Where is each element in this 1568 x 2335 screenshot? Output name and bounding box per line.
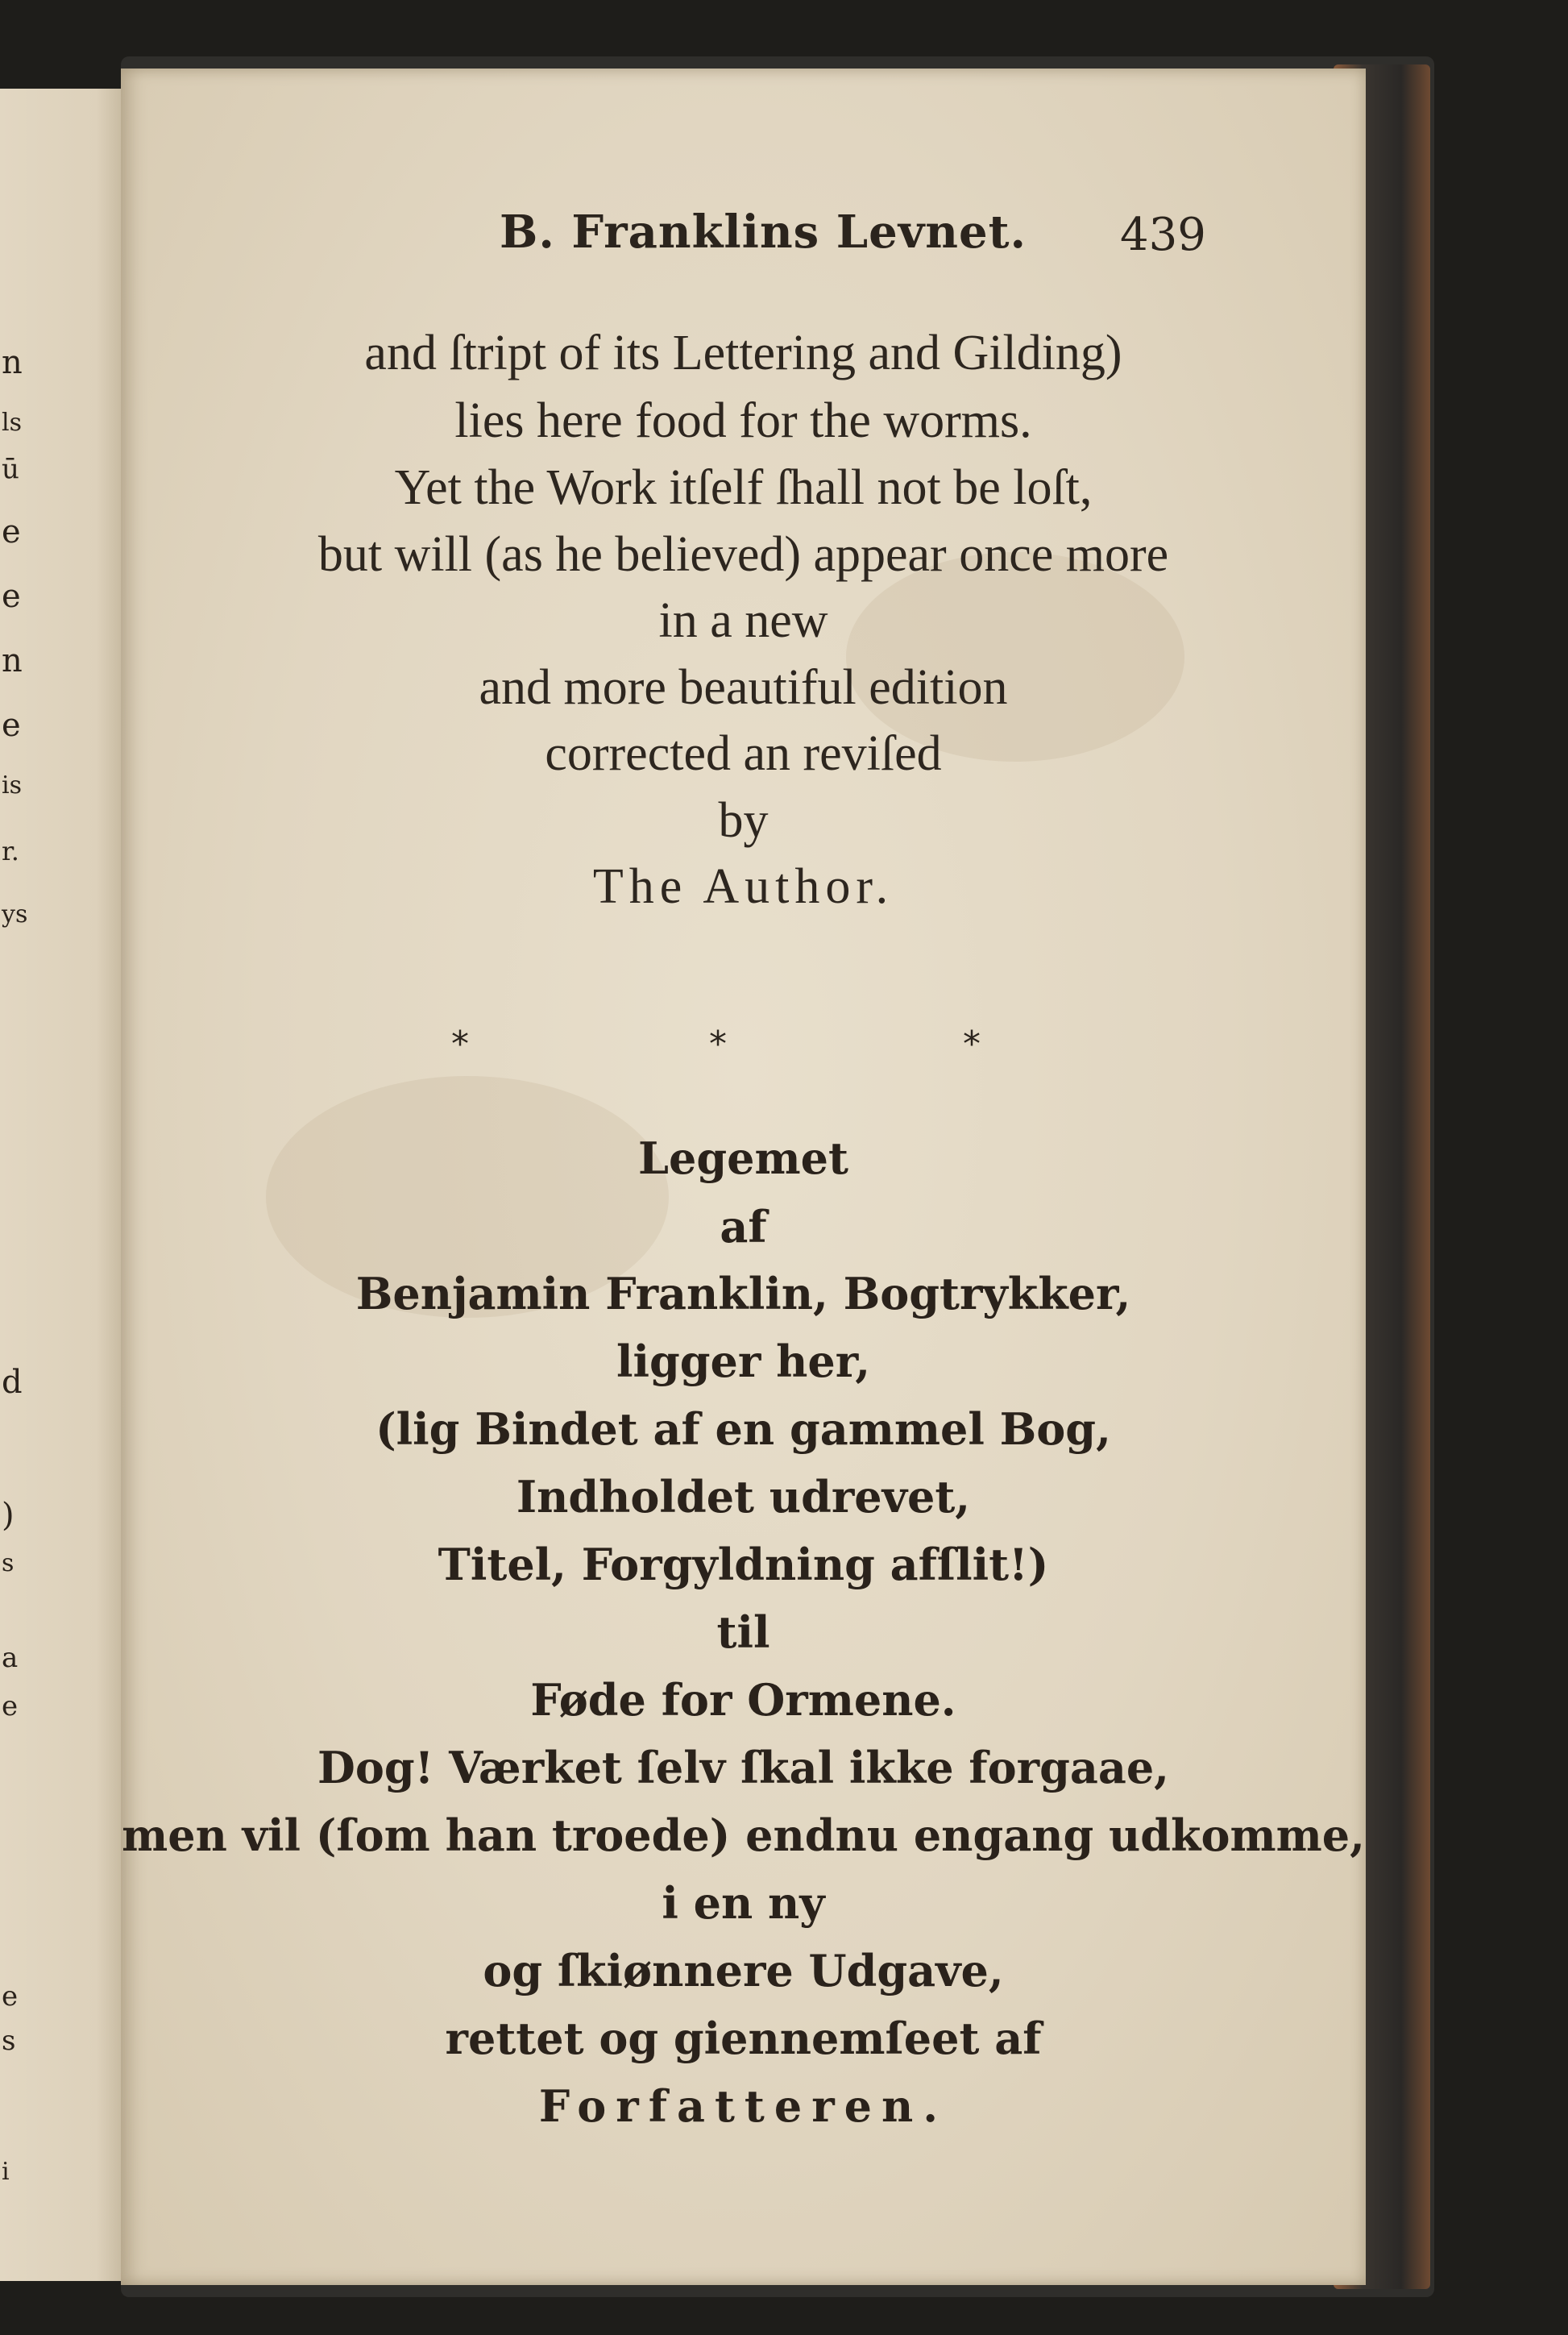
- asterisk: *: [709, 1024, 727, 1065]
- danish-epitaph-line: af: [720, 1201, 767, 1253]
- english-epitaph-line: but will (as he believed) appear once more: [317, 527, 1169, 582]
- danish-epitaph-line: Titel, Forgyldning afſlit!): [438, 1539, 1049, 1590]
- left-page-fragment: r.: [2, 836, 19, 866]
- english-epitaph-author: The Author.: [592, 859, 894, 914]
- danish-epitaph-line: Indholdet udrevet,: [516, 1471, 971, 1523]
- left-page-fragment: a: [2, 1642, 19, 1674]
- left-page-fragment: e: [2, 513, 21, 551]
- left-page-fragment: ls: [2, 409, 22, 437]
- page-number: 439: [1120, 209, 1206, 261]
- danish-epitaph-line: Legemet: [638, 1132, 848, 1184]
- left-page-fragment: ū: [2, 453, 19, 485]
- left-page-fragment: ys: [2, 900, 28, 929]
- english-epitaph-line: and more beautiful edition: [479, 660, 1008, 715]
- danish-epitaph-line: til: [716, 1606, 770, 1658]
- left-page-fragment: n: [2, 642, 23, 679]
- danish-epitaph-line: Føde for Ormene.: [530, 1674, 956, 1726]
- page-header: [121, 206, 1366, 270]
- left-page-fragment: i: [2, 2158, 10, 2186]
- book-page: [121, 69, 1366, 2285]
- asterisk: *: [963, 1024, 981, 1065]
- left-page-fragment: e: [2, 1980, 19, 2013]
- left-facing-page: [0, 89, 121, 2281]
- danish-epitaph-line: (lig Bindet af en gammel Bog,: [375, 1403, 1111, 1455]
- danish-epitaph-line: ligger her,: [616, 1336, 871, 1387]
- danish-epitaph-line: i en ny: [662, 1877, 825, 1929]
- left-page-fragment: is: [2, 771, 22, 800]
- left-page-fragment: n: [2, 344, 23, 381]
- danish-epitaph-line: rettet og giennemſeet af: [445, 2013, 1042, 2064]
- danish-epitaph-line: Forfatteren.: [538, 2080, 948, 2132]
- section-separator: [121, 1024, 1366, 1080]
- left-page-fragment: s: [2, 1549, 15, 1577]
- left-page-fragment: s: [2, 2025, 16, 2057]
- danish-epitaph-line: og ſkiønnere Udgave,: [483, 1945, 1004, 1996]
- running-head: B. Franklins Levnet.: [500, 206, 1027, 259]
- english-epitaph-line: Yet the Work itſelf ſhall not be loſt,: [394, 460, 1093, 515]
- danish-epitaph-line: Dog! Værket ſelv ſkal ikke forgaae,: [317, 1742, 1169, 1793]
- left-page-fragment: d: [2, 1364, 23, 1401]
- left-page-fragment: e: [2, 578, 21, 615]
- english-epitaph-line: and ſtript of its Lettering and Gilding): [364, 326, 1122, 380]
- english-epitaph-line: in a new: [658, 593, 828, 648]
- asterisk: *: [451, 1024, 469, 1065]
- english-epitaph-line: lies here food for the worms.: [454, 393, 1032, 448]
- danish-epitaph-line: Benjamin Franklin, Bogtrykker,: [355, 1268, 1131, 1319]
- english-epitaph-line: by: [718, 793, 769, 848]
- left-page-fragment: e: [2, 1690, 19, 1722]
- danish-epitaph-line: men vil (ſom han troede) endnu engang udkomme,: [122, 1809, 1365, 1861]
- left-page-fragment: e: [2, 707, 21, 744]
- english-epitaph-line: corrected an reviſed: [545, 726, 942, 781]
- left-page-fragment: ): [2, 1497, 15, 1534]
